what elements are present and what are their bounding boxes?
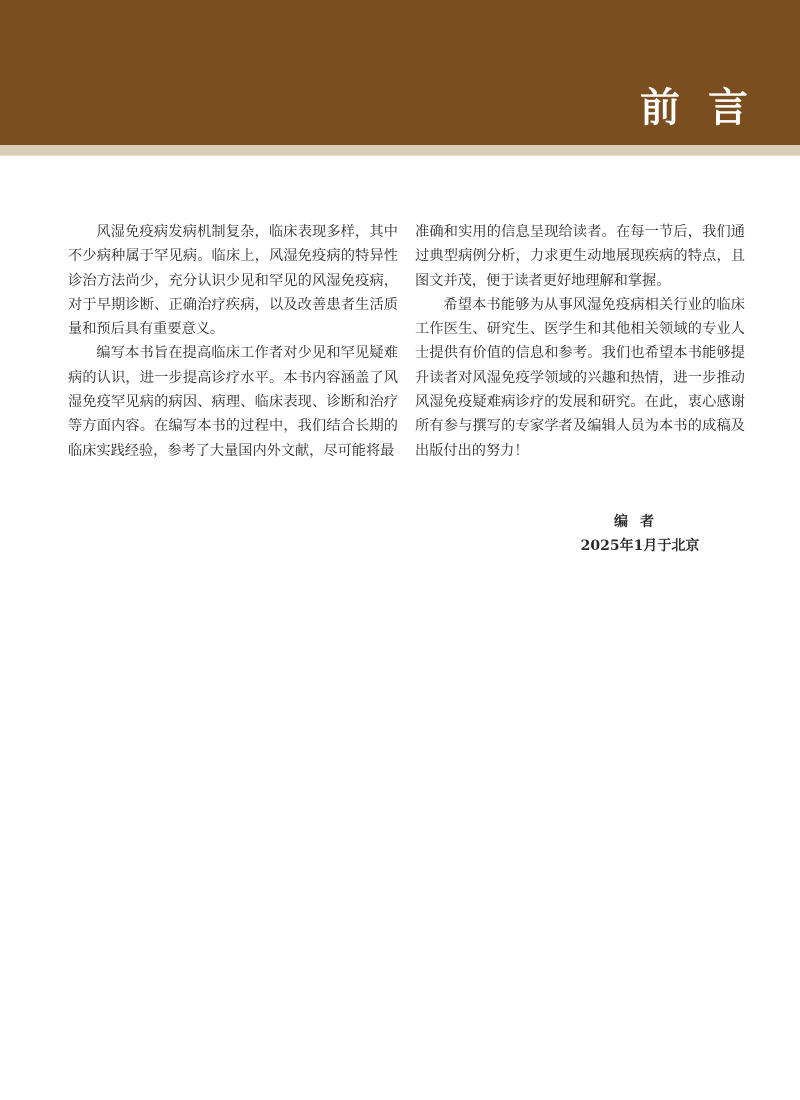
header-divider-thin	[0, 155, 800, 156]
right-text-column	[415, 220, 745, 463]
left-text-column	[68, 220, 398, 463]
author-signature: 编者	[614, 514, 666, 530]
paragraph: 编写本书旨在提高临床工作者对少见和罕见疑难病的认识，进一步提高诊疗水平。本书内容涵盖了风湿免疫罕见病的病因、病理、临床表现、诊断和治疗等方面内容。在编写本书的过程中，我们结合长期的临床实践经验，参考了大量国内外文献，尽可能将最	[68, 345, 398, 459]
header-band	[0, 0, 800, 145]
signature-block	[512, 510, 732, 558]
paragraph-continuation: 准确和实用的信息呈现给读者。在每一节后，我们通过典型病例分析，力求更生动地展现疾病的特点，且图文并茂，便于读者更好地理解和掌握。	[415, 224, 745, 289]
paragraph: 风湿免疫病发病机制复杂，临床表现多样，其中不少病种属于罕见病。临床上，风湿免疫病的特异性诊治方法尚少，充分认识少见和罕见的风湿免疫病，对于早期诊断、正确治疗疾病，以及改善患者生活质量和预后具有重要意义。	[68, 224, 398, 338]
header-divider	[0, 145, 800, 155]
page-title: 前言	[640, 84, 776, 131]
paragraph: 希望本书能够为从事风湿免疫病相关行业的临床工作医生、研究生、医学生和其他相关领域的专业人士提供有价值的信息和参考。我们也希望本书能够提升读者对风湿免疫学领域的兴趣和热情，进一步推动风湿免疫疑难病诊疗的发展和研究。在此，衷心感谢所有参与撰写的专家学者及编辑人员为本书的成稿及出版付出的努力！	[415, 296, 745, 459]
signature-date: 2025年1月于北京	[580, 538, 700, 554]
